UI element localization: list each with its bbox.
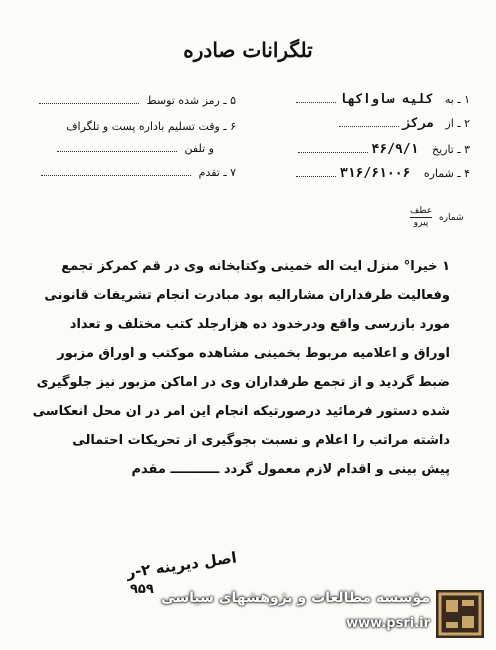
- body-line: پیش بینی و اقدام لازم معمول گردد ـــــــــــ مقدم: [131, 462, 450, 477]
- body-line: وفعالیت طرفداران مشارالیه بود مبادرت انجام تشریفات قانونی: [44, 288, 450, 303]
- header-field-label: ۴ ـ شماره: [423, 167, 470, 180]
- header-field-value: مرکز: [402, 116, 434, 131]
- header-field-encoded-by: [39, 94, 236, 107]
- header-field-value: ۴۶/۹/۱: [371, 142, 419, 157]
- watermark-institute-name: مؤسسه مطالعات و پژوهشهای سیاسی: [161, 590, 430, 606]
- header-field-label: ۳ ـ تاریخ: [431, 143, 470, 156]
- code-bottom-label: پیرو: [413, 218, 429, 228]
- header-field-value: کلیه ساواکها: [339, 92, 434, 107]
- reference-code-box: [410, 206, 464, 229]
- header-field-delivery-time: [66, 120, 236, 133]
- body-line: داشته مراتب را اعلام و نسبت بجوگیری از تحریکات احتمالی: [72, 433, 450, 448]
- header-field-date: [298, 142, 470, 157]
- header-field-to: [296, 92, 470, 107]
- handwritten-number: ۹۵۹: [130, 582, 154, 597]
- body-line: ضبط گردید و از تجمع طرفداران وی در اماکن مزبور نیز جلوگیری: [36, 375, 450, 390]
- code-top-label: عطف: [410, 206, 433, 216]
- handwritten-note: اصل دیرینه ۲-ر: [125, 548, 238, 582]
- header-field-phone: [57, 142, 214, 155]
- header-field-label: ۲ ـ از: [445, 117, 470, 130]
- header-field-value: ۳۱۶/۶۱۰۰۶: [339, 166, 411, 181]
- header-field-from: [339, 116, 470, 131]
- body-line: اوراق و اعلامیه مربوط بخمینی مشاهده موکتب و اوراق مزبور: [57, 346, 450, 361]
- body-line: ۱ خیرا° منزل ایت اله خمینی وکتابخانه وی در قم کمرکز تجمع: [61, 259, 450, 274]
- telegram-body: [30, 252, 450, 484]
- header-field-label: ۷ ـ تقدم: [198, 166, 236, 179]
- body-line: مورد بازرسی واقع ودرخدود ده هزارجلد کتب مختلف و تعداد: [69, 317, 450, 332]
- header-field-priority: [41, 166, 236, 179]
- header-field-number: [296, 166, 470, 181]
- body-line: شده دستور فرمائید درصورتیکه انجام این امر در ان محل انعکاسی: [32, 404, 450, 419]
- institute-logo-icon: [436, 590, 484, 638]
- code-label: شماره: [438, 213, 464, 223]
- header-field-label: و تلفن: [184, 142, 214, 155]
- header-field-label: ۱ ـ به: [444, 93, 470, 106]
- document-title: تلگرانات صادره: [183, 38, 313, 62]
- header-field-label: ۶ ـ وقت تسلیم باداره پست و تلگراف: [66, 120, 236, 133]
- header-field-label: ۵ ـ رمز شده توسط: [146, 94, 236, 107]
- watermark-url: www.psri.ir: [346, 616, 430, 631]
